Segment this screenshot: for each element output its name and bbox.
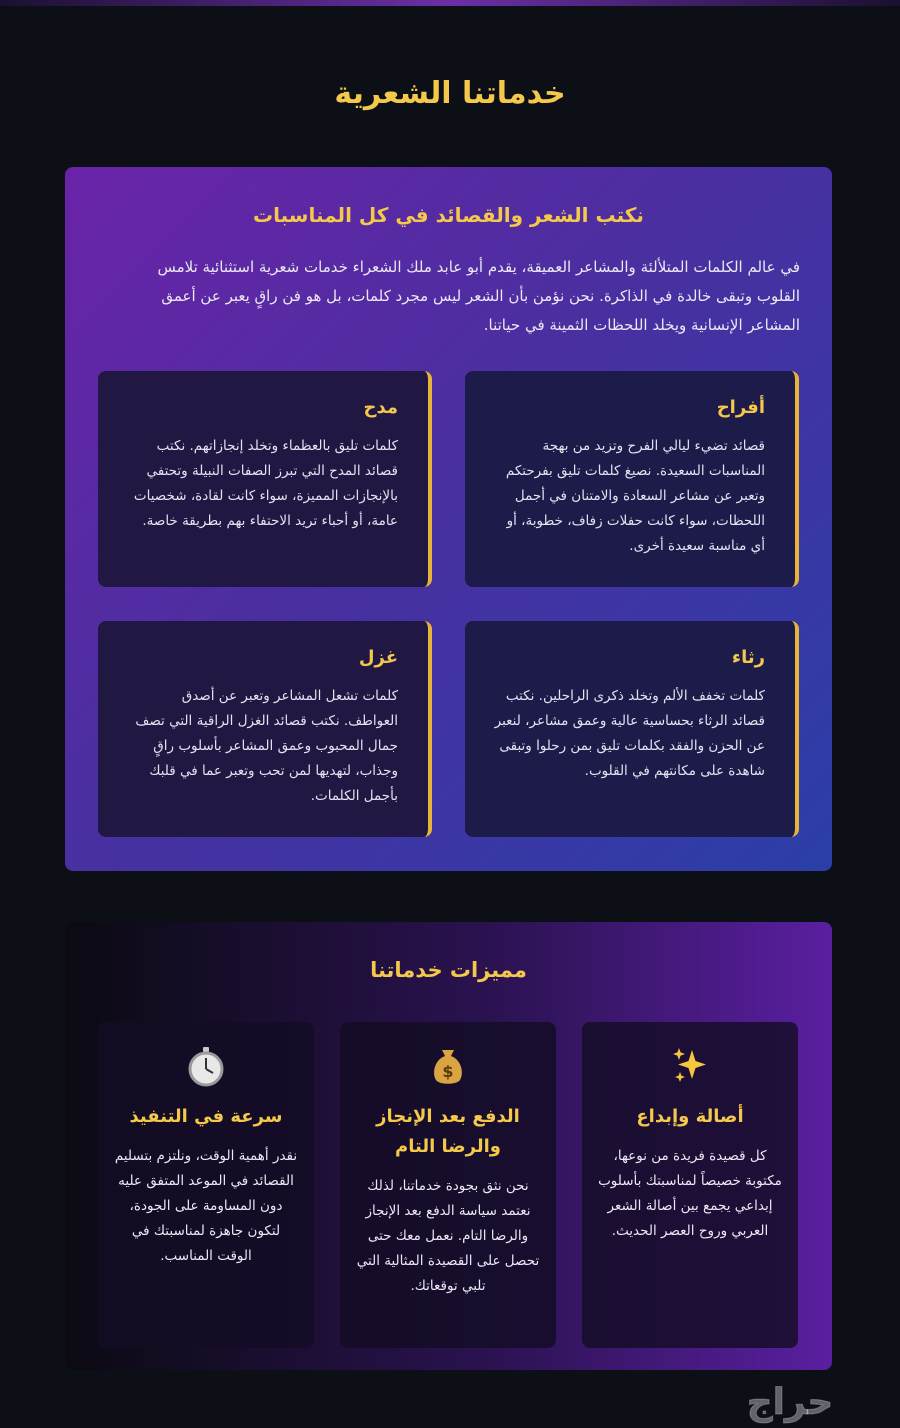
service-card-text: كلمات تليق بالعظماء وتخلد إنجازاتهم. نكتب قصائد المدح التي تبرز الصفات النبيلة وتحتفي بالإنجازات المميزة، سواء كانت لقادة، شخصيات عامة، أو أحباء تريد الاحتفاء بهم بطريقة خاصة. [133, 438, 398, 529]
service-card-weddings [465, 371, 799, 587]
service-card-love [98, 621, 432, 837]
feature-card-speed [98, 1022, 314, 1348]
features-heading: مميزات خدماتنا [370, 958, 527, 982]
money-bag-icon [426, 1044, 470, 1088]
feature-text: نقدر أهمية الوقت، ونلتزم بتسليم القصائد في الموعد المتفق عليه دون المساومة على الجودة، لتكون جاهزة لمناسبتك في الوقت المناسب. [114, 1148, 298, 1264]
service-card-text: كلمات تشعل المشاعر وتعبر عن أصدق العواطف. نكتب قصائد الغزل الراقية التي تصف جمال المحبوب وعمق المشاعر بأسلوب راقٍ وجذاب، لتهديها لمن تحب وتعبر عما في قلبك بأجمل الكلمات. [135, 688, 398, 804]
service-card-elegy [465, 621, 799, 837]
feature-card-originality [582, 1022, 798, 1348]
svg-text:$: $ [442, 1062, 454, 1081]
service-card-praise [98, 371, 432, 587]
features-panel [65, 922, 832, 1370]
service-card-title: مدح [363, 397, 398, 418]
feature-title: سرعة في التنفيذ [129, 1106, 283, 1127]
services-heading: نكتب الشعر والقصائد في كل المناسبات [253, 203, 644, 227]
service-card-text: قصائد تضيء ليالي الفرح وتزيد من بهجة المناسبات السعيدة. نصيغ كلمات تليق بفرحتكم وتعبر عن مشاعر السعادة والامتنان في أجمل اللحظات، سواء كانت حفلات زفاف، خطوبة، أو أي مناسبة سعيدة أخرى. [505, 438, 765, 554]
feature-text: نحن نثق بجودة خدماتنا، لذلك نعتمد سياسة الدفع بعد الإنجاز والرضا التام. نعمل معك حتى تحصل على القصيدة المثالية التي تلبي توقعاتك. [356, 1178, 540, 1294]
services-intro: في عالم الكلمات المتلألئة والمشاعر العميقة، يقدم أبو عابد ملك الشعراء خدمات شعرية استثنائية تلامس القلوب وتبقى خالدة في الذاكرة. نحن نؤمن بأن الشعر ليس مجرد كلمات، بل هو فن راقٍ يعبر عن أعمق المشاعر الإنسانية ويخلد اللحظات الثمينة في حياتنا. [157, 258, 800, 334]
service-card-title: رثاء [731, 647, 765, 668]
haraj-watermark-logo [690, 1380, 890, 1424]
sparkles-icon [668, 1044, 712, 1088]
feature-card-payment [340, 1022, 556, 1348]
service-card-title: أفراح [716, 397, 765, 418]
stopwatch-icon [184, 1044, 228, 1088]
service-card-title: غزل [358, 647, 398, 668]
services-panel [65, 167, 832, 871]
top-accent-bar [0, 0, 900, 6]
page-title: خدماتنا الشعرية [334, 76, 566, 111]
feature-title: الدفع بعد الإنجاز والرضا التام [376, 1106, 520, 1157]
svg-text:حراج: حراج [746, 1382, 834, 1423]
feature-title: أصالة وإبداع [636, 1106, 744, 1127]
feature-text: كل قصيدة فريدة من نوعها، مكتوبة خصيصاً لمناسبتك بأسلوب إبداعي يجمع بين أصالة الشعر العربي وروح العصر الحديث. [598, 1148, 782, 1239]
service-card-text: كلمات تخفف الألم وتخلد ذكرى الراحلين. نكتب قصائد الرثاء بحساسية عالية وعمق مشاعر، لنعبر عن الحزن والفقد بكلمات تليق بمن رحلوا وتبقى شاهدة على مكانتهم في القلوب. [494, 688, 765, 779]
